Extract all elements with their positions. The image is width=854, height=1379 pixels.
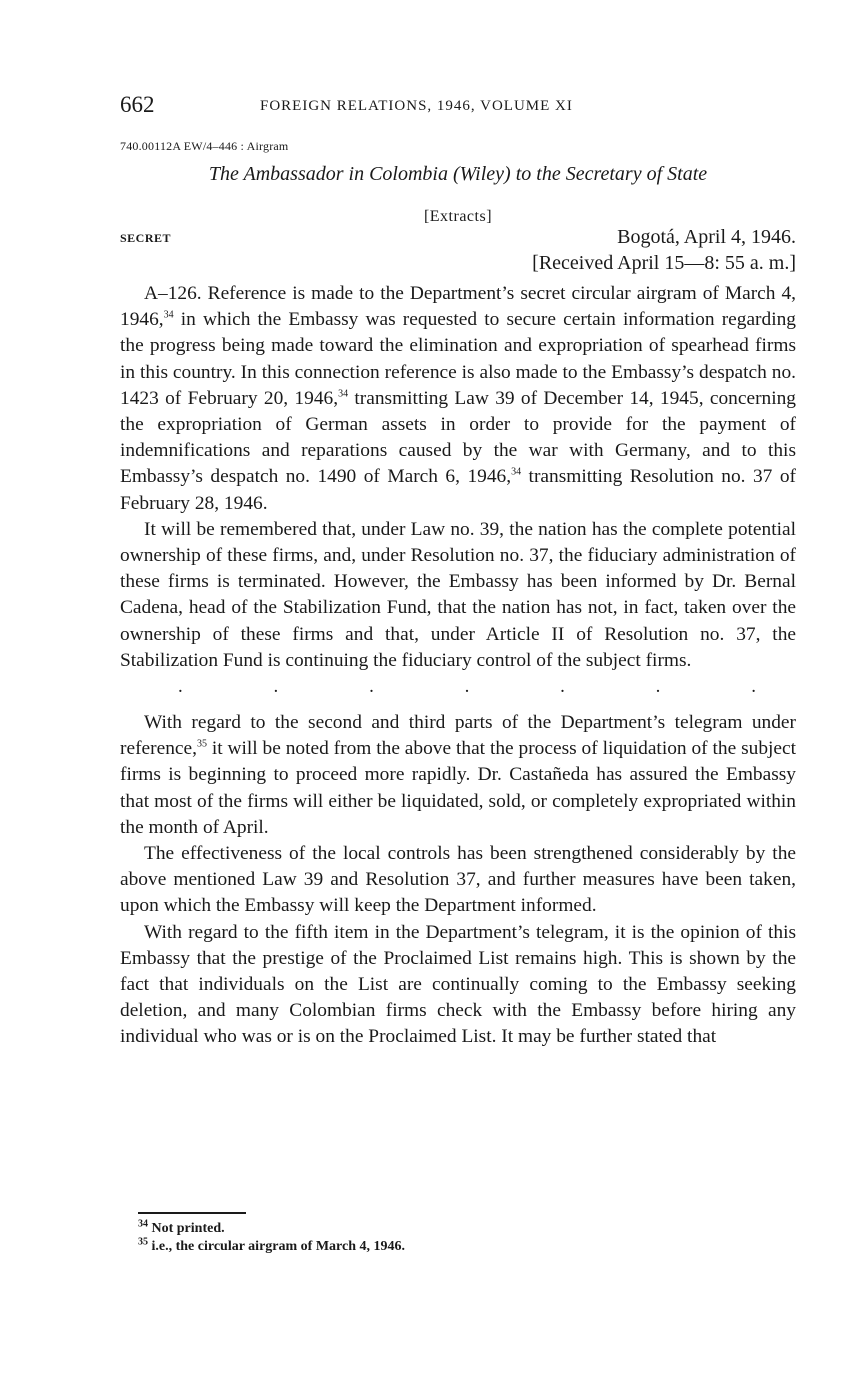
body-text: [120, 281, 796, 1051]
paragraph-text: It will be remembered that, under Law no. 39, the nation has the complete potential ownership of these firms, and, under Resolution no. 37, the fiduciary administration of these firms is terminated. However, the Embassy has been informed by Dr. Bernal Cadena, head of the Stabilization Fund, that the nation has not, in fact, taken over the ownership of these firms and that, under Article II of Resolution no. 37, the Stabilization Fund is continuing the fiduciary control of the subject firms.: [120, 518, 796, 671]
received-stamp: [Received April 15—8: 55 a. m.]: [532, 252, 796, 274]
paragraph-text: With regard to the second and third parts of the Department’s telegram under reference,: [120, 712, 796, 760]
footnote-marker: 35: [196, 738, 207, 750]
ellipsis-dot: .: [751, 676, 756, 698]
classification-label: SECRET: [120, 231, 172, 245]
paragraph-text: With regard to the fifth item in the Department’s telegram, it is the opinion of this Embassy that the prestige of the Proclaimed List remains high. This is shown by the fact that individuals on the List are continually coming to the Embassy seeking deletion, and many Colombian firms check with the Embassy before hiring any individual who was or is on the Proclaimed List. It may be further stated that: [120, 921, 796, 1048]
ellipsis-dot: .: [560, 676, 565, 698]
footnote-number: 34: [138, 1218, 148, 1230]
ellipsis-dot: .: [273, 676, 279, 698]
footnote: [138, 1220, 405, 1238]
omission-ellipsis: [120, 674, 796, 710]
paragraph-text: in which the Embassy was requested to secure certain information regarding the progress being made toward the elimination and expropriation of spearhead firms in this country. In this connection reference is also made to the Embassy’s despatch no. 1423 of February 20, 1946,: [120, 309, 796, 409]
dateline: Bogotá, April 4, 1946.: [617, 226, 796, 248]
running-head: [120, 92, 796, 122]
footnote-marker: 34: [338, 388, 349, 400]
body-paragraph: [120, 841, 796, 920]
footnote-marker: 34: [511, 466, 522, 478]
ellipsis-dot: .: [178, 676, 183, 698]
running-title: FOREIGN RELATIONS, 1946, VOLUME XI: [260, 98, 573, 114]
body-paragraph: [120, 710, 796, 841]
footnote-text: i.e., the circular airgram of March 4, 1946.: [151, 1239, 405, 1254]
footnote-number: 35: [138, 1236, 148, 1248]
paragraph-text: transmitting Resolution no. 37 of February 28, 1946.: [120, 466, 796, 514]
footnote-rule: [138, 1212, 246, 1214]
footnotes: [138, 1220, 405, 1256]
footnote-marker: 34: [163, 309, 174, 321]
body-paragraph: [120, 281, 796, 517]
footnote: [138, 1238, 405, 1256]
ellipsis-dot: .: [369, 676, 374, 698]
paragraph-text: transmitting Law 39 of December 14, 1945, concerning the expropriation of German assets in order to provide for the payment of indemnifications and reparations caused by the war with Germany, and to this Embassy’s despatch no. 1490 of March 6, 1946,: [120, 387, 796, 488]
extracts-label: [Extracts]: [423, 208, 493, 225]
document-title: The Ambassador in Colombia (Wiley) to the Secretary of State: [208, 163, 708, 185]
body-paragraph: [120, 517, 796, 674]
body-paragraph: [120, 920, 796, 1051]
paragraph-text: The effectiveness of the local controls has been strengthened considerably by the above mentioned Law 39 and Resolution 37, and further measures have been taken, upon which the Embassy will keep the Department informed.: [120, 843, 796, 917]
footnote-text: Not printed.: [151, 1221, 225, 1236]
paragraph-text: it will be noted from the above that the process of liquidation of the subject firms is beginning to proceed more rapidly. Dr. Castañeda has assured the Embassy that most of the firms will either be liquidated, sold, or completely expropriated within the month of April.: [120, 738, 796, 838]
ellipsis-dot: .: [464, 676, 470, 698]
page-number: 662: [120, 92, 155, 117]
ellipsis-dot: .: [655, 676, 661, 698]
paragraph-text: A–126. Reference is made to the Department’s secret circular airgram of March 4, 1946,: [120, 283, 796, 331]
file-reference: 740.00112A EW/4–446 : Airgram: [120, 139, 289, 153]
